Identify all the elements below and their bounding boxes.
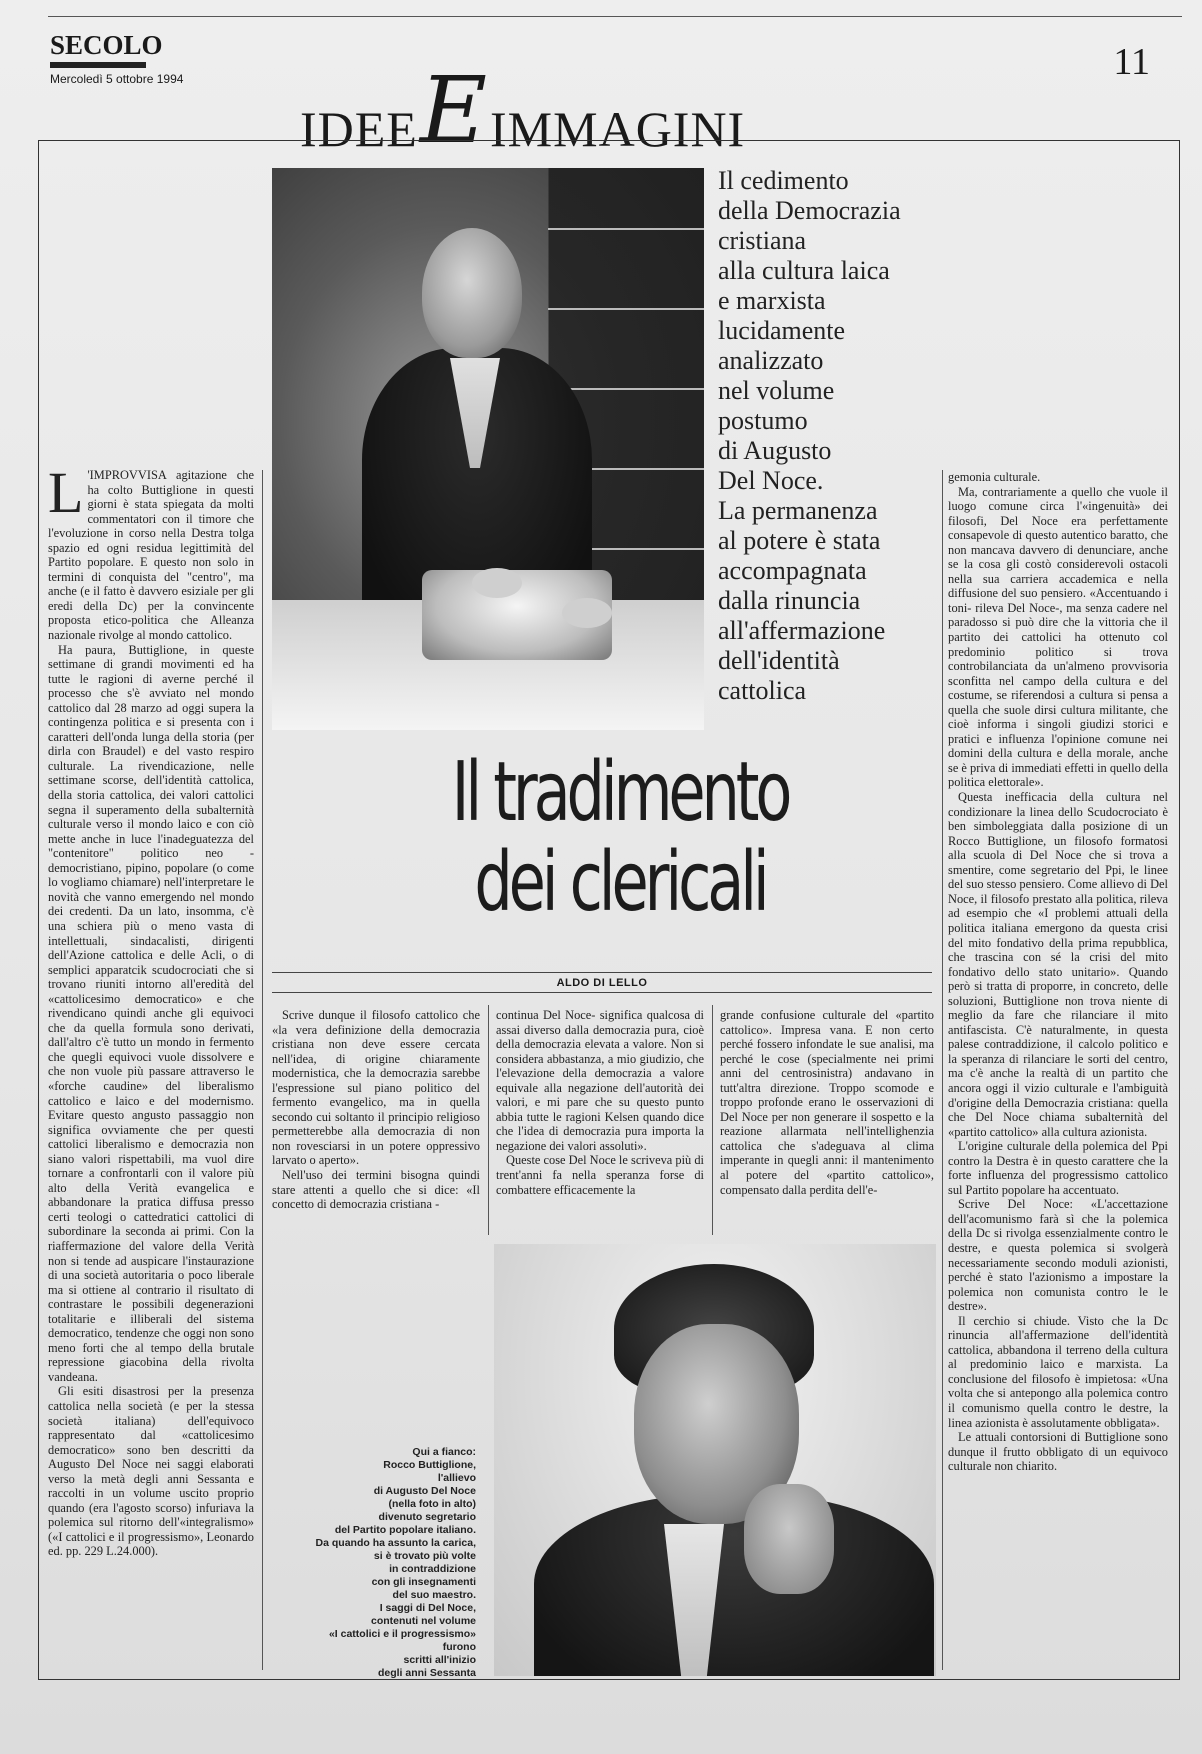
headline-line-2: dei clericali (474, 835, 766, 930)
byline: ALDO DI LELLO (556, 977, 648, 989)
deck-line: cattolica (718, 676, 807, 705)
deck-line: di Augusto (718, 436, 832, 465)
deck-line: postumo (718, 406, 808, 435)
deck-line: dell'identità (718, 646, 840, 675)
section-word-idee: IDEE (300, 100, 418, 157)
headline-line-1: Il tradimento (451, 745, 789, 840)
masthead-bar (50, 62, 146, 68)
photo-augusto-del-noce (272, 168, 704, 730)
paragraph: Le attuali contorsioni di Buttiglione sono dunque il frutto obbligato di un equivoco culturale non chiarito. (948, 1430, 1168, 1474)
paragraph: Il cerchio si chiude. Visto che la Dc rinuncia all'affermazione dell'identità cattolica, abbandona il terreno della cultura al predominio laico e marxista. La conclusione del filosofo è impietosa: «Una volta che si antepongo alla polemica contro il comunismo quella contro le destre, la linea azionista è assolutamente obbligata». (948, 1313, 1168, 1430)
column-rule-2 (488, 1005, 489, 1235)
deck-line: La permanenza (718, 496, 878, 525)
byline-rule-bottom (272, 992, 932, 993)
deck-line: nel volume (718, 376, 835, 405)
column-rule-4 (942, 470, 943, 1670)
paragraph: continua Del Noce- significa qualcosa di assai diverso dalla democrazia pura, cioè della democrazia elevata a valore. Non si considera abbastanza, a mio giudizio, che l'elevazione della democrazia a valore equivale alla negazione dell'autorità dei valori, e mi pare che su questo punto abbia tutte le ragioni Kelsen quando dice che l'idea di democrazia pura importa la negazione dei valori assoluti». (496, 1008, 704, 1153)
deck-line: all'affermazione (718, 616, 886, 645)
deck-line: accompagnata (718, 556, 867, 585)
paragraph: Ma, contrariamente a quello che vuole il luogo comune circa l'«ingenuità» dei filosofi, Del Noce era perfettamente consapevole di questo autentico baratto, che non mancava davvero di denunciare, anche se la cosa gli costò considerevoli ostacoli nella sua carriera accademica e nella diffusione del suo pensiero. «Accentuando i toni- rileva Del Noce-, ma senza cadere nel paradosso si può dire che la vittoria che il partito dei cattolici ha ottenuto col predominio politico si trova controbilanciata da un'almeno provvisoria sconfitta nel campo della cultura e del costume, se riferendosi a cultura si pensa a quella che suole dirsi cultura militante, che cioè informa i singoli giudizi storici e pratici e influenza l'opinione comune nei domini della cultura e della morale, anche se è priva di immediati effetti in quello della politica elettorale». (948, 484, 1168, 790)
photo-caption: Qui a fianco: Rocco Buttiglione, l'allievo di Augusto Del Noce (nella foto in alto) divenuto segretario del Partito popolare italiano. Da quando ha assunto la carica, si è trovato più volte in contraddizione con gli insegnamenti del suo maestro. I saggi di Del Noce, contenuti nel volume «I cattolici e il progressismo» furono scritti all'inizio degli anni Sessanta (315, 1446, 476, 1679)
deck-line: analizzato (718, 346, 824, 375)
deck-line: al potere è stata (718, 526, 881, 555)
paragraph: gemonia culturale. (948, 470, 1041, 484)
section-decorative-letter: E (419, 57, 489, 164)
deck-line: lucidamente (718, 316, 846, 345)
deck-line: e marxista (718, 286, 826, 315)
deck-line: cristiana (718, 226, 807, 255)
paragraph: Nell'uso dei termini bisogna quindi stare attenti a quello che si dice: «Il concetto di democrazia cristiana - (272, 1168, 480, 1212)
deck-line: dalla rinuncia (718, 586, 861, 615)
headline (320, 745, 920, 930)
deck-line: della Democrazia (718, 196, 901, 225)
photo-rocco-buttiglione (494, 1244, 936, 1676)
paragraph: 'IMPROVVISA agitazione che ha colto Buttiglione in questi giorni è stata spiegata da molti commentatori con il timore che l'evoluzione in corso nella Destra tolga spazio ed ogni residua legittimità del Partito popolare. E questo non solo in termini di conquista del "centro", ma anche (e il fatto è davvero esiziale per gli eredi della Dc) per la convincente proposta etico-politica che Alleanza nazionale rivolge al mondo cattolico. (48, 468, 254, 643)
deck-line: Il cedimento (718, 166, 849, 195)
paragraph: Scrive Del Noce: «L'accettazione dell'acomunismo farà sì che la polemica della Dc si rivolga essenzialmente contro le destre, e questa polemica si svolgerà necessariamente secondo moduli azionisti, perché è stato l'azionismo a impostare la polemica non comunista contro le le destre». (948, 1197, 1168, 1314)
article-column-1 (48, 468, 254, 1678)
masthead-name: SECOLO (50, 30, 163, 60)
column-rule-1 (262, 470, 263, 1670)
masthead-date: Mercoledì 5 ottobre 1994 (50, 72, 184, 86)
article-column-3 (496, 1008, 704, 1238)
top-rule (48, 16, 1182, 17)
paragraph: Queste cose Del Noce le scriveva più di trent'anni fa nella speranza forse di combattere efficacemente la (496, 1153, 704, 1197)
deck-subtitle (718, 166, 918, 706)
paragraph: Questa inefficacia della cultura nel condizionare la linea dello Scudocrociato è ben simboleggiata dalla posizione di un Rocco Buttiglione, un filosofo formatosi alla scuola di Del Noce che si trova a smentire, come segretario del Ppi, le linee del suo stesso pensiero. Come allievo di Del Noce, il filosofo prestato alla politica, rileva ad esempio che «I problemi attuali della politica italiana emergono da questa crisi del mito fondativo della prima repubblica, che trascina con sé la crisi del mito fondativo dello stato unitario». Quando però si tratta di proporre, in concreto, delle soluzioni, Buttiglione non trova niente di meglio da fare che rilanciare il mito antifascista. C'è naturalmente, in questa palese contraddizione, il calcolo politico e la speranza di rilanciare le sorti del centro, ma c'è anche la realtà di un partito che ancora oggi il vizio culturale e l'ambiguità d'origine della Democrazia cristiana: quella che Del Noce chiama subalternità del «partito cattolico» alla cultura azionista. (948, 790, 1168, 1139)
article-column-4 (720, 1008, 934, 1238)
paragraph: L'origine culturale della polemica del Ppi contro la Destra è in questo carattere che la forte influenza del progressismo cattolico sul Partito popolare ha accentuato. (948, 1139, 1168, 1197)
deck-line: alla cultura laica (718, 256, 890, 285)
column-rule-3 (712, 1005, 713, 1235)
page-number: 11 (1113, 41, 1150, 83)
deck-line: Del Noce. (718, 466, 824, 495)
article-column-2 (272, 1008, 480, 1238)
paragraph: Gli esiti disastrosi per la presenza cattolica nella società (e per la stessa società italiana) dell'equivoco rappresentato dal «cattolicesimo democratico» sono ben descritti da Augusto Del Noce nei saggi elaborati verso la metà degli anni Sessanta e raccolti in un volume uscito proprio quando (era l'agosto scorso) infuriava la polemica sul ritorno dell'«integralismo» («I cattolici e il progressismo», Leonardo ed. pp. 229 L.24.000). (48, 1384, 254, 1559)
paragraph: Scrive dunque il filosofo cattolico che «la vera definizione della democrazia cristiana non deve essere cercata nell'idea, di origine chiaramente modernistica, che la democrazia sarebbe l'espressione sul piano politico del fermento evangelico, ma in quella secondo cui soltanto il principio religioso permetterebbe alla democrazia di non non rovesciarsi in un potere oppressivo larvato o aperto». (272, 1008, 480, 1168)
article-column-5 (948, 470, 1168, 1680)
section-word-immagini: IMMAGINI (490, 100, 746, 157)
byline-rule-top (272, 972, 932, 973)
paragraph: grande confusione culturale del «partito cattolico». Impresa vana. E non certo perché fossero infondate le sue analisi, ma perché le cose (specialmente nei primi anni del centrosinistra) andavano in tutt'altra direzione. Troppo scomode e troppo profonde erano le osservazioni di Del Noce per non generare il sospetto e la reazione allarmata nell'intellighenzia cattolica che s'adeguava al clima imperante in quegli anni: il mantenimento al potere del «partito cattolico», compensato dalla perdita dell'e- (720, 1008, 934, 1197)
paragraph: Ha paura, Buttiglione, in queste settimane di grandi movimenti ed ha tutte le ragioni di averne perché il processo che s'è avviato nel mondo cattolico dal 28 marzo ad oggi supera la contingenza politica e si presenta con i caratteri dell'onda lunga della storia (per dirla con Braudel) e del vasto respiro culturale. La rivendicazione, nelle settimane scorse, dell'identità cattolica, della storia cattolica, dei valori cattolici segna il superamento della subalternità culturale verso il mondo laico e con ciò mette anche in luce l'inadeguatezza del "contenitore" politico neo - democristiano, pipino, popolare (o come lo vogliamo chiamare) nell'interpretare le novità che vanno emergendo nel mondo dei credenti. Da un lato, insomma, c'è una schiera più o meno vasta di intellettuali, sindacalisti, dirigenti dell'Azione cattolica e delle Acli, o di semplici apparatcik scudocrociati che si trovano riuniti intorno all'eredità del «cattolicesimo democratico» e che rivendicano quindi anche gli equivoci che da quella formula sono derivati, dall'altro c'è tutto un mondo in fermento che quegli equivoci vuole dissolvere e che non vuole più passare attraverso le «forche caudine» del liberalismo cattolico e laico e del modernismo. Evitare questo angusto passaggio non significa ovviamente che per questi cattolici liberalismo e democrazia non siano valori rispettabili, ma vuol dire tornare a confrontarli con il valore più alto della Verità evangelica e abbandonare la pratica diffusa presso certi teologi o cattedratici cattolici di subordinare la seconda ai primi. Con la riaffermazione del valore della Verità non si tende ad auspicare l'instaurazione di una società autoritaria o poco liberale ma si ottiene al contrario il risultato di contrastare le possibili degenerazioni totalitarie e illiberali del sistema democratico, tendenze che oggi non sono meno forti che al tempo della brutale repressione giacobina della rivolta vandeana. (48, 642, 254, 1384)
dropcap: L (48, 468, 84, 525)
